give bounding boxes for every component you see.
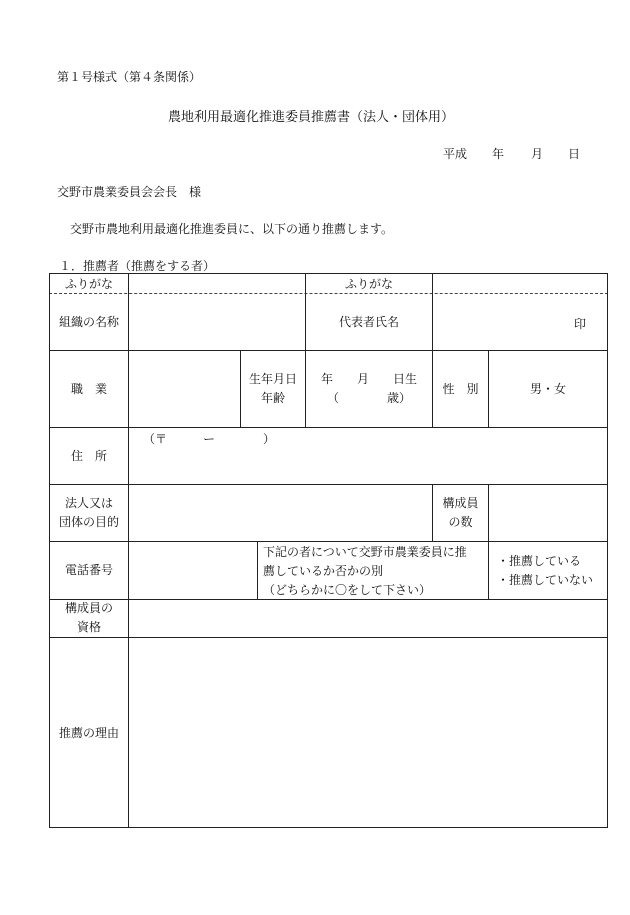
gender-label: 性 別 xyxy=(442,382,479,396)
members-label: 構成員 の数 xyxy=(442,496,479,529)
rep-name-label: 代表者氏名 xyxy=(338,315,399,329)
section-heading: １．推薦者（推薦をする者） xyxy=(59,259,216,273)
furigana-label: ふりがな xyxy=(64,277,113,291)
intro-text: 交野市農地利用最適化推進委員に、以下の通り推薦します。 xyxy=(70,222,394,236)
form-number: 第１号様式（第４条関係） xyxy=(57,70,202,84)
birth-label: 生年月日 年齢 xyxy=(248,372,297,405)
address-label: 住 所 xyxy=(70,449,107,463)
phone-label: 電話番号 xyxy=(64,563,113,577)
seal-mark: 印 xyxy=(574,317,587,331)
occupation-label: 職 業 xyxy=(70,382,107,396)
postal-code: （〒 ー ） xyxy=(143,432,276,446)
purpose-label: 法人又は 団体の目的 xyxy=(58,496,119,529)
recommend-question: 下記の者について交野市農業委員に推 薦しているか否かの別 （どちらかに〇をして下さい） xyxy=(263,545,467,597)
addressee: 交野市農業委員会会長 様 xyxy=(57,185,202,199)
page-title: 農地利用最適化推進委員推薦書（法人・団体用） xyxy=(168,110,455,125)
reason-label: 推薦の理由 xyxy=(58,726,119,740)
rep-furigana-label: ふりがな xyxy=(344,277,393,291)
recommend-options: ・推薦している ・推薦していない xyxy=(497,554,594,587)
qualification-label: 構成員の 資格 xyxy=(64,601,113,634)
birth-value: 年 月 日生 （ 歳） xyxy=(320,372,417,405)
gender-value: 男・女 xyxy=(529,382,566,396)
org-name-label: 組織の名称 xyxy=(58,315,119,329)
